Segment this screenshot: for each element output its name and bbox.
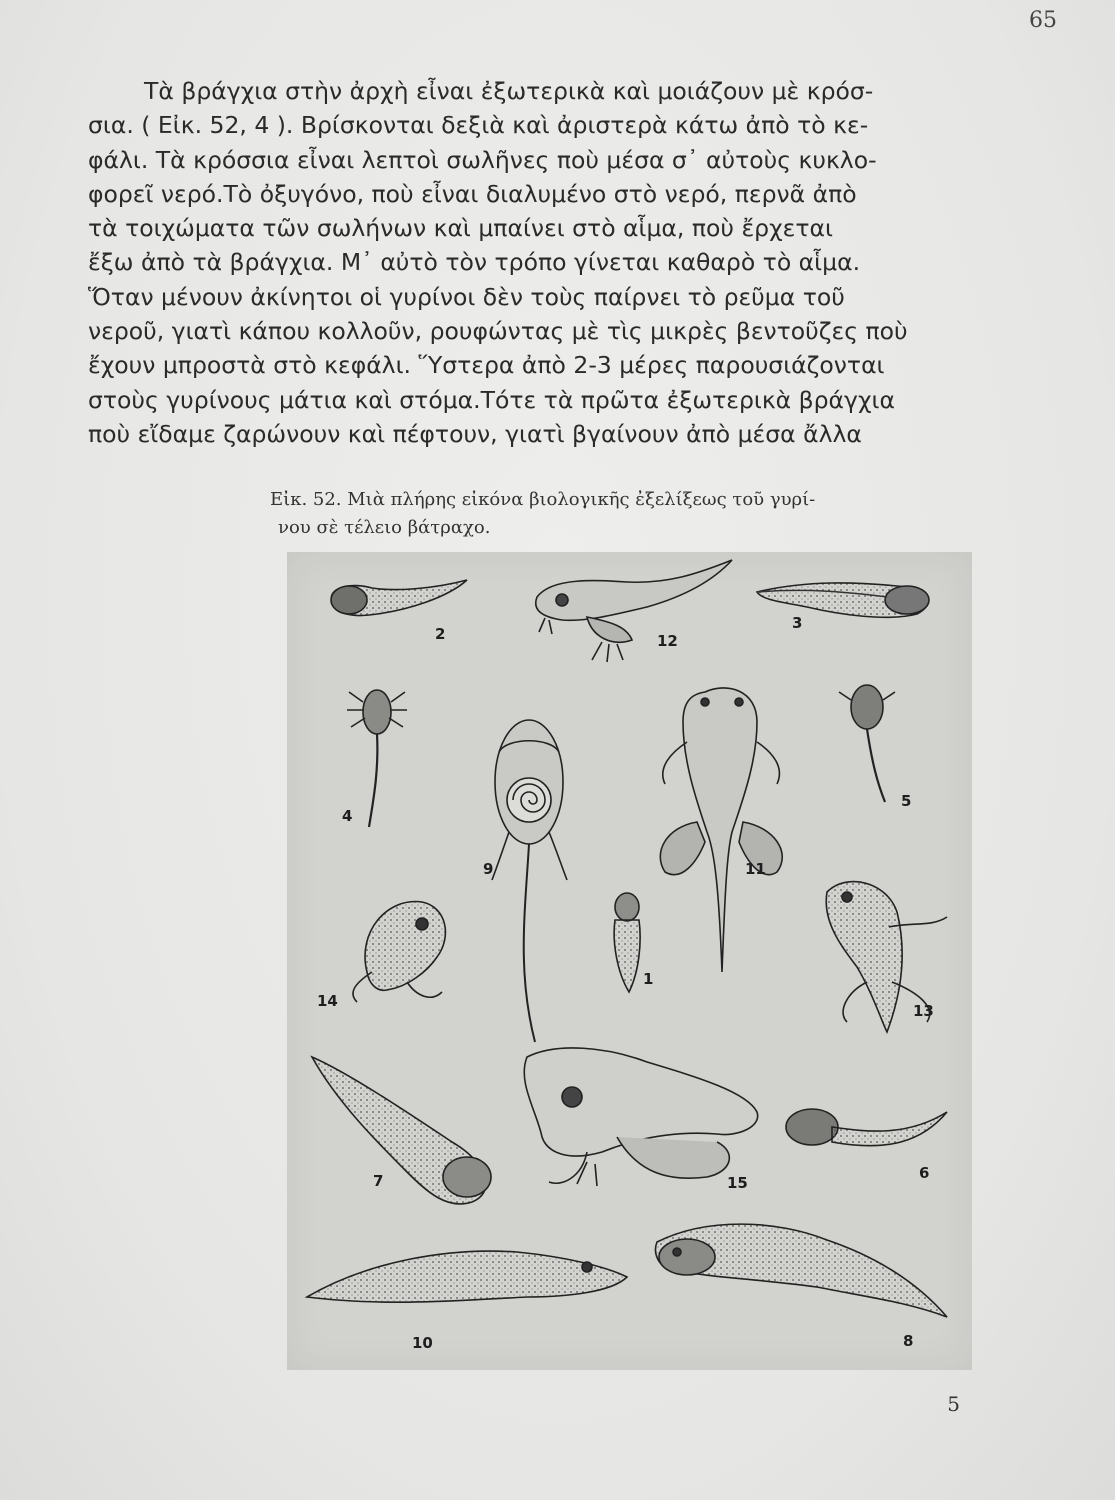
page-number-bottom: 5 [947,1392,960,1416]
tadpole-stage-5 [839,685,895,802]
body-line: ἔχουν μπροστὰ στὸ κεφάλι. Ὕστερα ἀπὸ 2-3 μέρες παρουσιάζονται [88,351,885,380]
caption-line-2: νου σὲ τέλειο βάτραχο. [278,517,491,538]
body-line: τὰ τοιχώματα τῶν σωλήνων καὶ μπαίνει στὸ αἷμα, ποὺ ἔρχεται [88,214,833,243]
body-line: φορεῖ νερό.Τὸ ὀξυγόνο, ποὺ εἶναι διαλυμένο στὸ νερό, περνᾶ ἀπὸ [88,179,857,208]
tadpole-stage-12 [536,560,732,662]
figure-caption [270,486,960,542]
tadpole-stage-10 [307,1251,627,1302]
tadpole-stage-4 [347,690,407,827]
frog-stage-14 [353,902,445,1002]
illustration [287,552,972,1370]
figure-label: 11 [745,860,766,878]
figure-label: 13 [913,1002,934,1020]
figure-label: 12 [657,632,678,650]
figure-label: 1 [643,970,654,988]
tadpole-stage-6 [786,1109,947,1146]
figure-label: 6 [919,1164,930,1182]
frog-development-plate [287,552,972,1370]
froglet-stage-11 [660,688,782,972]
body-line: ποὺ εἴδαμε ζαρώνουν καὶ πέφτουν, γιατὶ βγαίνουν ἀπὸ μέσα ἄλλα [88,419,862,448]
tadpole-stage-3 [757,583,929,617]
tadpole-stage-9 [492,720,567,1042]
adult-frog-stage-15 [524,1048,757,1186]
tadpole-stage-2 [331,580,467,616]
figure-label: 5 [901,792,912,810]
body-line: στοὺς γυρίνους μάτια καὶ στόμα.Τότε τὰ πρῶτα ἐξωτερικὰ βράγχια [88,385,895,414]
body-line: νεροῦ, γιατὶ κάπου κολλοῦν, ρουφώντας μὲ τὶς μικρὲς βεντοῦζες ποὺ [88,317,908,346]
figure-label: 15 [727,1174,748,1192]
tadpole-stage-8 [656,1224,947,1317]
figure-label: 2 [435,625,446,643]
body-line: Ὅταν μένουν ἀκίνητοι οἱ γυρίνοι δὲν τοὺς παίρνει τὸ ρεῦμα τοῦ [88,282,845,311]
body-line: ἔξω ἀπὸ τὰ βράγχια. Μ᾽ αὐτὸ τὸν τρόπο γίνεται καθαρὸ τὸ αἷμα. [88,248,861,277]
embryo-stage-1 [614,893,640,992]
figure-label: 14 [317,992,338,1010]
body-line: φάλι. Τὰ κρόσσια εἶναι λεπτοὶ σωλῆνες ποὺ μέσα σ᾽ αὐτοὺς κυκλο- [88,145,877,174]
figure-label: 8 [903,1332,914,1350]
figure-label: 9 [483,860,494,878]
page-number-top: 65 [1029,8,1057,33]
figure-label: 10 [412,1334,433,1352]
figure-label: 3 [792,614,803,632]
body-line: Τὰ βράγχια στὴν ἀρχὴ εἶναι ἐξωτερικὰ καὶ μοιάζουν μὲ κρόσ- [144,77,874,105]
figure-label: 7 [373,1172,384,1190]
body-paragraph [88,74,956,451]
body-line: σια. ( Εἰκ. 52, 4 ). Βρίσκονται δεξιὰ καὶ ἀριστερὰ κάτω ἀπὸ τὸ κε- [88,111,869,140]
caption-line-1: Εἰκ. 52. Μιὰ πλήρης εἰκόνα βιολογικῆς ἐξελίξεως τοῦ γυρί- [270,489,816,510]
figure-label: 4 [342,807,353,825]
tadpole-stage-7 [312,1057,491,1204]
